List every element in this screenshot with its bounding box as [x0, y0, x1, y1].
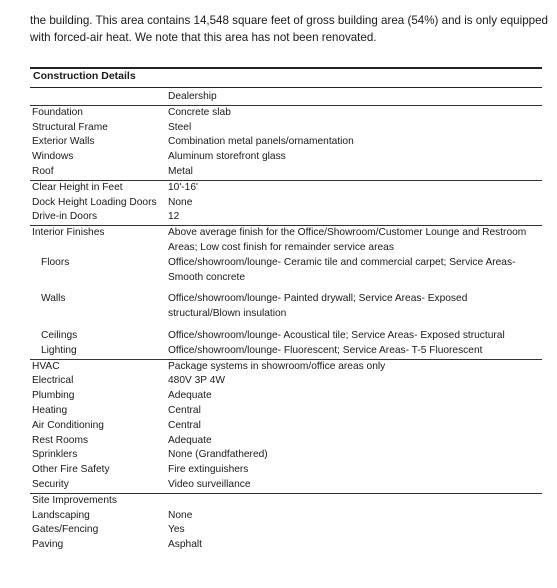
table-row — [30, 150, 542, 165]
table-row — [30, 463, 542, 478]
table-header-row — [30, 90, 542, 105]
row-value: None (Grandfathered) — [168, 449, 268, 461]
row-value: Central — [168, 404, 201, 416]
table-row — [30, 448, 542, 463]
row-label: Windows — [32, 151, 74, 163]
row-label: Sprinklers — [32, 449, 78, 461]
row-value: None — [168, 509, 193, 521]
row-value: Central — [168, 419, 201, 431]
table-row — [30, 165, 542, 180]
column-header-dealership: Dealership — [168, 91, 217, 102]
row-value: Metal — [168, 165, 193, 177]
row-value: Aluminum storefront glass — [168, 151, 286, 163]
row-label: Dock Height Loading Doors — [32, 196, 157, 208]
section-title: Construction Details — [33, 70, 136, 82]
row-label: Exterior Walls — [32, 136, 95, 148]
row-label: Clear Height in Feet — [30, 180, 165, 195]
section-top-rule — [30, 67, 542, 69]
row-value: 12 — [168, 211, 180, 223]
row-value — [165, 493, 542, 508]
table-row — [30, 105, 542, 120]
row-label: Ceilings — [41, 329, 78, 341]
row-value: 480V 3P 4W — [168, 375, 226, 387]
section-header-rule — [30, 87, 542, 88]
row-value: Concrete slab — [165, 105, 542, 120]
row-label: Floors — [41, 256, 70, 268]
table-row — [30, 523, 542, 538]
row-value: 10'-16' — [165, 180, 542, 195]
table-row — [30, 135, 542, 150]
row-value: Adequate — [168, 434, 212, 446]
table-row — [30, 389, 542, 404]
row-label: Drive-in Doors — [32, 211, 98, 223]
row-value: Combination metal panels/ornamentation — [168, 136, 354, 148]
table-row — [30, 359, 542, 374]
row-label: Electrical — [32, 375, 74, 387]
table-row — [30, 509, 542, 524]
table-row — [30, 538, 542, 553]
row-label: Rest Rooms — [32, 434, 89, 446]
row-label: Lighting — [41, 344, 77, 356]
row-value: Office/showroom/lounge- Acoustical tile; Service Areas- Exposed structural — [168, 329, 505, 341]
table-row — [30, 419, 542, 434]
row-value: Office/showroom/lounge- Painted drywall; Service Areas- Exposed structural/Blown insulation — [168, 293, 468, 320]
row-label: Security — [32, 478, 69, 490]
row-label: Site Improvements — [30, 493, 165, 508]
row-value: Asphalt — [168, 539, 202, 551]
intro-paragraph: the building. This area contains 14,548 square feet of gross building area (54%) and is only equipped with forced-air heat. We note that this area has not been renovated. — [30, 14, 548, 44]
row-value: Steel — [168, 121, 192, 133]
table-row — [30, 478, 542, 493]
table-row — [30, 226, 542, 256]
table-row — [30, 285, 542, 322]
table-row — [30, 210, 542, 225]
table-row — [30, 434, 542, 449]
row-value: Yes — [168, 524, 185, 536]
row-label: Air Conditioning — [32, 419, 104, 431]
row-label: Heating — [32, 404, 68, 416]
row-value: Above average finish for the Office/Showroom/Customer Lounge and Restroom Areas; Low cost finish for remainder service areas — [165, 226, 542, 256]
table-row — [30, 493, 542, 508]
table-row — [30, 256, 542, 286]
row-value: None — [168, 196, 193, 208]
row-label: Other Fire Safety — [32, 464, 110, 476]
table-row — [30, 180, 542, 195]
row-label: Gates/Fencing — [32, 524, 99, 536]
row-value: Fire extinguishers — [168, 464, 249, 476]
row-value: Video surveillance — [168, 478, 251, 490]
row-label: Plumbing — [32, 390, 75, 402]
table-row — [30, 404, 542, 419]
table-row — [30, 196, 542, 211]
table-row — [30, 322, 542, 344]
construction-details-table — [30, 90, 542, 553]
row-label: Roof — [32, 165, 54, 177]
row-label: Landscaping — [32, 509, 90, 521]
row-label: Interior Finishes — [30, 226, 165, 256]
table-row — [30, 374, 542, 389]
row-label: Walls — [41, 293, 66, 305]
row-value: Office/showroom/lounge- Fluorescent; Service Areas- T-5 Fluorescent — [168, 344, 483, 356]
row-value: Office/showroom/lounge- Ceramic tile and commercial carpet; Service Areas- Smooth concrete — [168, 256, 516, 283]
row-value: Adequate — [168, 390, 212, 402]
row-value: Package systems in showroom/office areas only — [165, 359, 542, 374]
row-label: Structural Frame — [32, 121, 108, 133]
table-row — [30, 344, 542, 359]
row-label: Paving — [32, 539, 64, 551]
table-row — [30, 121, 542, 136]
row-label: Foundation — [30, 105, 165, 120]
row-label: HVAC — [30, 359, 165, 374]
